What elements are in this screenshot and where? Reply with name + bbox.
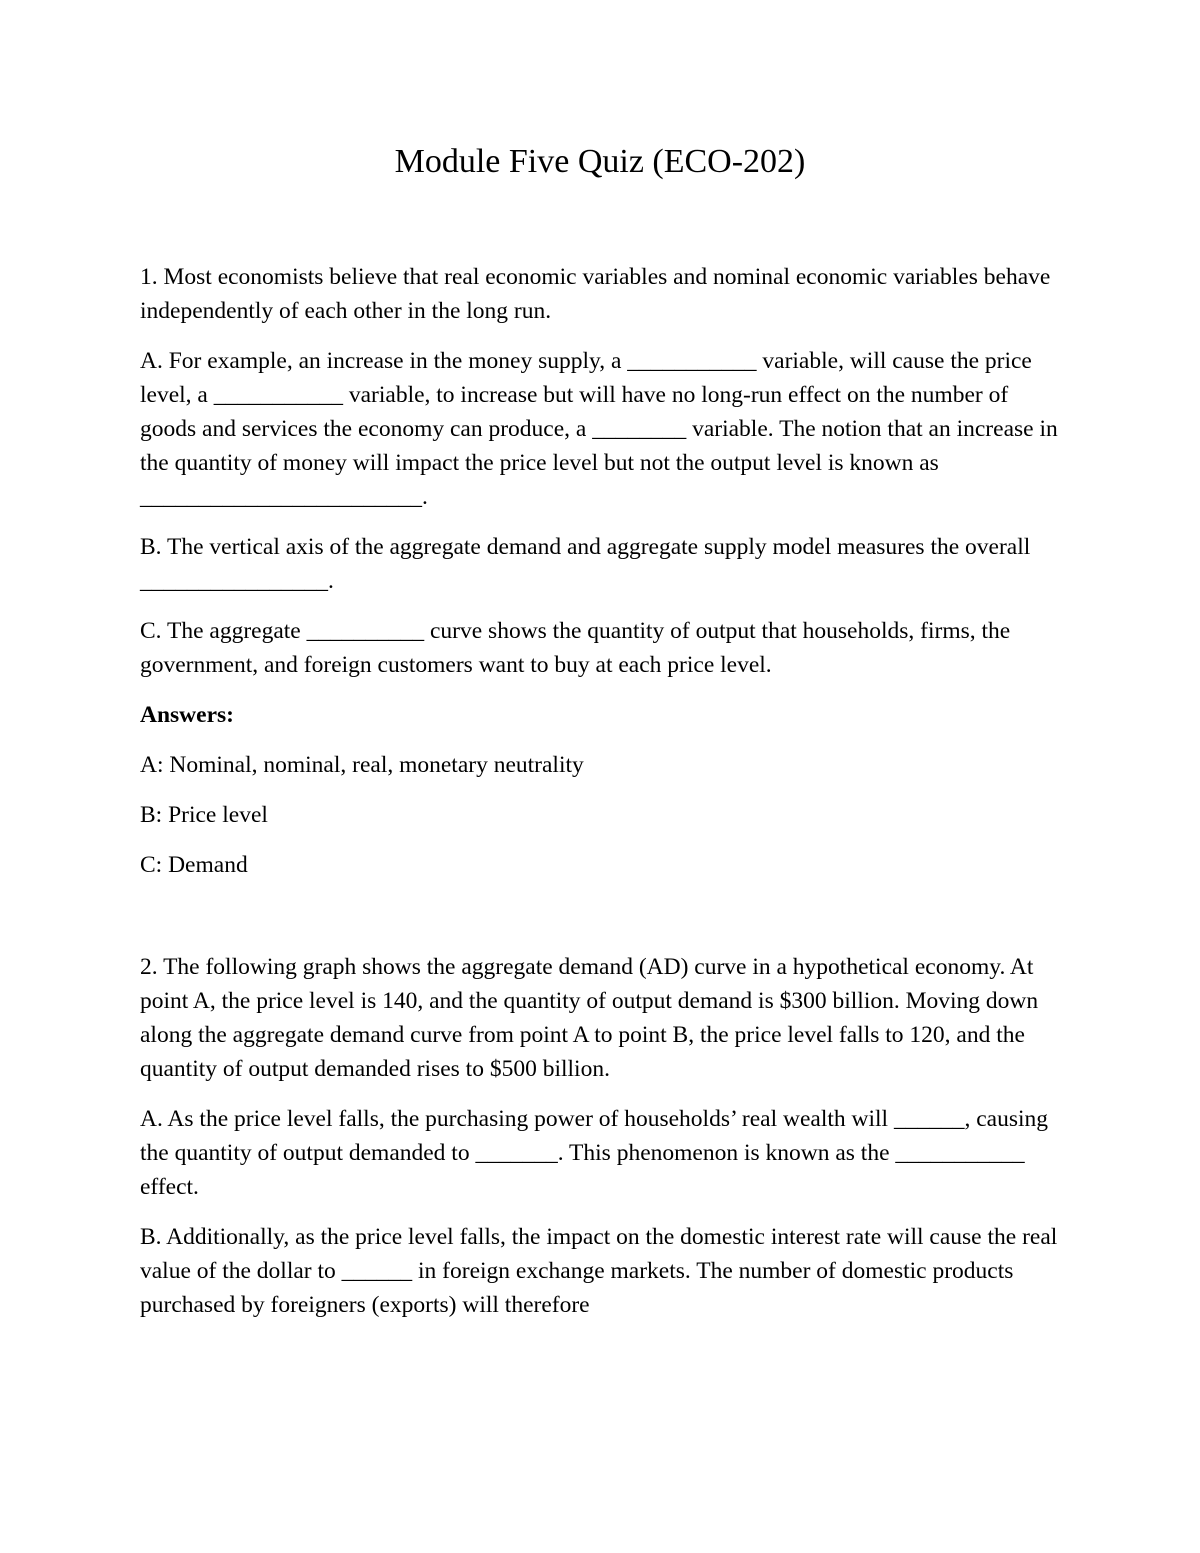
question-1-part-a: A. For example, an increase in the money supply, a ___________ variable, will cause the price level, a ___________ variable, to increase but will have no long-run effect on the number of goods and services the economy can produce, a ________ variable. The notion that an increase in the quantity of money will impact the price level but not the output level is known as ________________________.	[140, 348, 1058, 510]
question-1-part-c: C. The aggregate __________ curve shows the quantity of output that households, firms, the government, and foreign customers want to buy at each price level.	[140, 618, 1011, 678]
answer-c: C: Demand	[140, 852, 248, 878]
question-1	[140, 260, 1070, 882]
answers-heading: Answers:	[140, 702, 234, 728]
page-title: Module Five Quiz (ECO-202)	[394, 143, 806, 180]
quiz-content	[140, 260, 1070, 1338]
section-spacer	[140, 898, 1070, 950]
question-1-part-b: B. The vertical axis of the aggregate demand and aggregate supply model measures the overall ________________.	[140, 534, 1031, 594]
question-1-stem: 1. Most economists believe that real economic variables and nominal economic variables behave independently of each other in the long run.	[140, 264, 1051, 324]
question-2-part-a: A. As the price level falls, the purchasing power of households’ real wealth will ______, causing the quantity of output demanded to _______. This phenomenon is known as the ___________ effect.	[140, 1106, 1048, 1200]
answer-b: B: Price level	[140, 802, 268, 828]
question-2-part-b: B. Additionally, as the price level falls, the impact on the domestic interest rate will cause the real value of the dollar to ______ in foreign exchange markets. The number of domestic products purchased by foreigners (exports) will therefore	[140, 1224, 1058, 1318]
question-2-stem: 2. The following graph shows the aggregate demand (AD) curve in a hypothetical economy. At point A, the price level is 140, and the quantity of output demand is $300 billion. Moving down along the aggregate demand curve from point A to point B, the price level falls to 120, and the quantity of output demanded rises to $500 billion.	[140, 954, 1039, 1082]
question-2	[140, 950, 1070, 1322]
answer-a: A: Nominal, nominal, real, monetary neutrality	[140, 752, 584, 778]
